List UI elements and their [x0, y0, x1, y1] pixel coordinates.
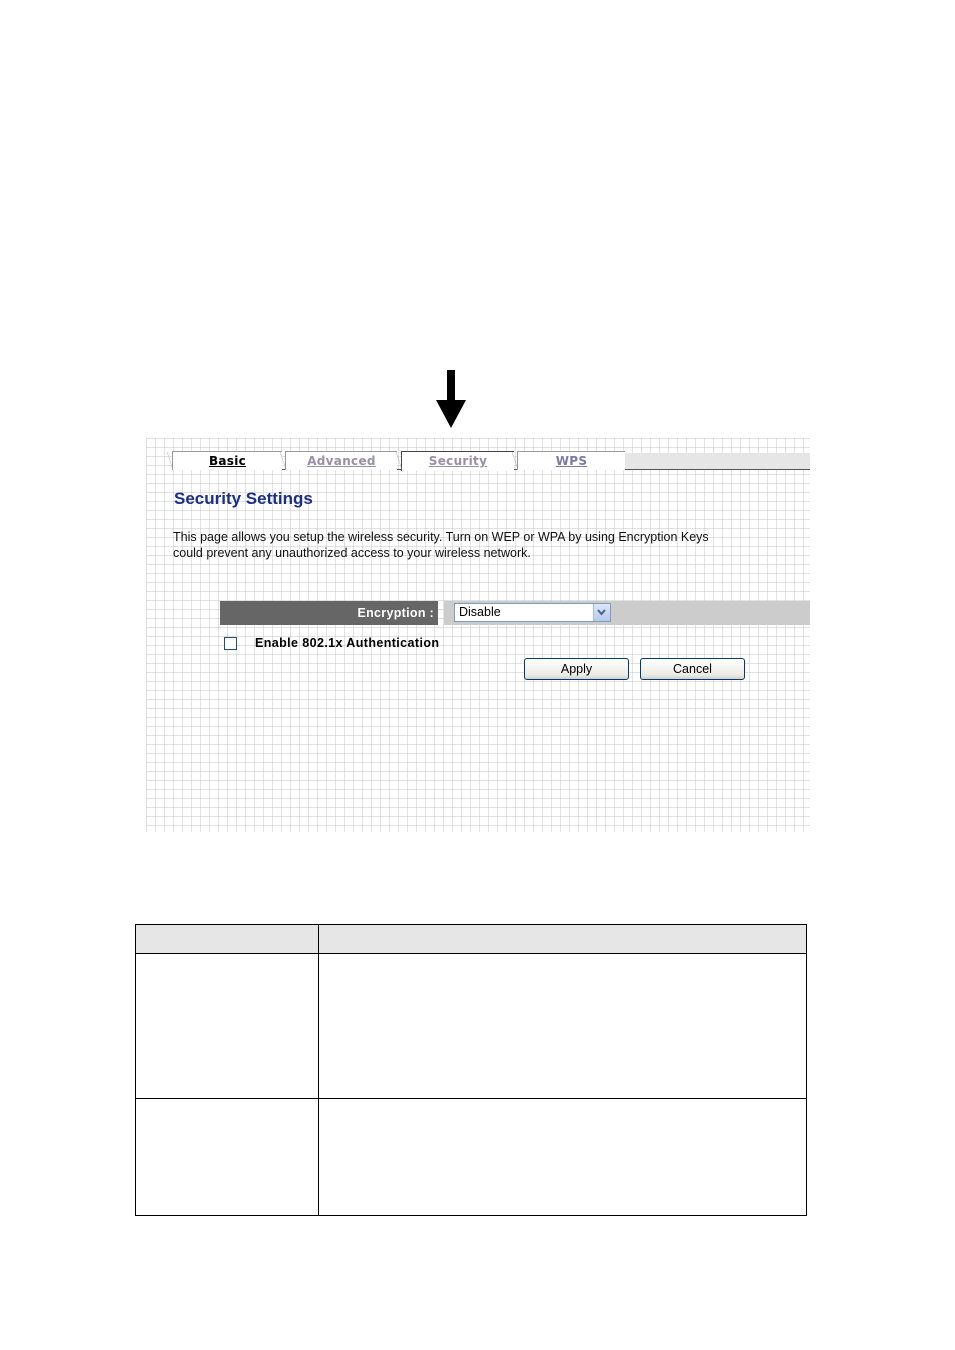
tab-security[interactable]: Security: [401, 451, 514, 471]
encryption-selected-value: Disable: [459, 605, 501, 619]
tab-wps[interactable]: WPS: [517, 451, 625, 470]
description-table: [135, 924, 807, 1216]
table-header-row: [136, 925, 807, 954]
down-arrow-icon: [436, 370, 466, 428]
table-row: [136, 954, 807, 1099]
cancel-button[interactable]: Cancel: [640, 658, 745, 680]
encryption-select[interactable]: [454, 603, 611, 622]
table-row: [136, 1099, 807, 1216]
table-cell: [136, 954, 319, 1099]
page-title: Security Settings: [174, 489, 313, 508]
encryption-value-cell: [444, 601, 810, 625]
enable-8021x-label: Enable 802.1x Authentication: [255, 636, 440, 650]
table-cell: [136, 1099, 319, 1216]
table-cell: [319, 954, 807, 1099]
tab-basic[interactable]: Basic: [172, 451, 282, 470]
chevron-down-icon: [597, 608, 606, 616]
tab-bar: [172, 451, 810, 470]
table-cell: [319, 1099, 807, 1216]
enable-8021x-checkbox[interactable]: [224, 637, 237, 650]
tab-advanced[interactable]: Advanced: [285, 451, 397, 470]
security-settings-panel: [146, 438, 810, 832]
encryption-label: Encryption :: [220, 601, 438, 625]
page-description: This page allows you setup the wireless security. Turn on WEP or WPA by using Encryption Keys could prevent any unauthorized access to your wireless network.: [173, 530, 709, 560]
table-header-cell: [319, 925, 807, 954]
dropdown-button[interactable]: [593, 604, 610, 621]
apply-button[interactable]: Apply: [524, 658, 629, 680]
encryption-row: [220, 601, 810, 625]
table-header-cell: [136, 925, 319, 954]
